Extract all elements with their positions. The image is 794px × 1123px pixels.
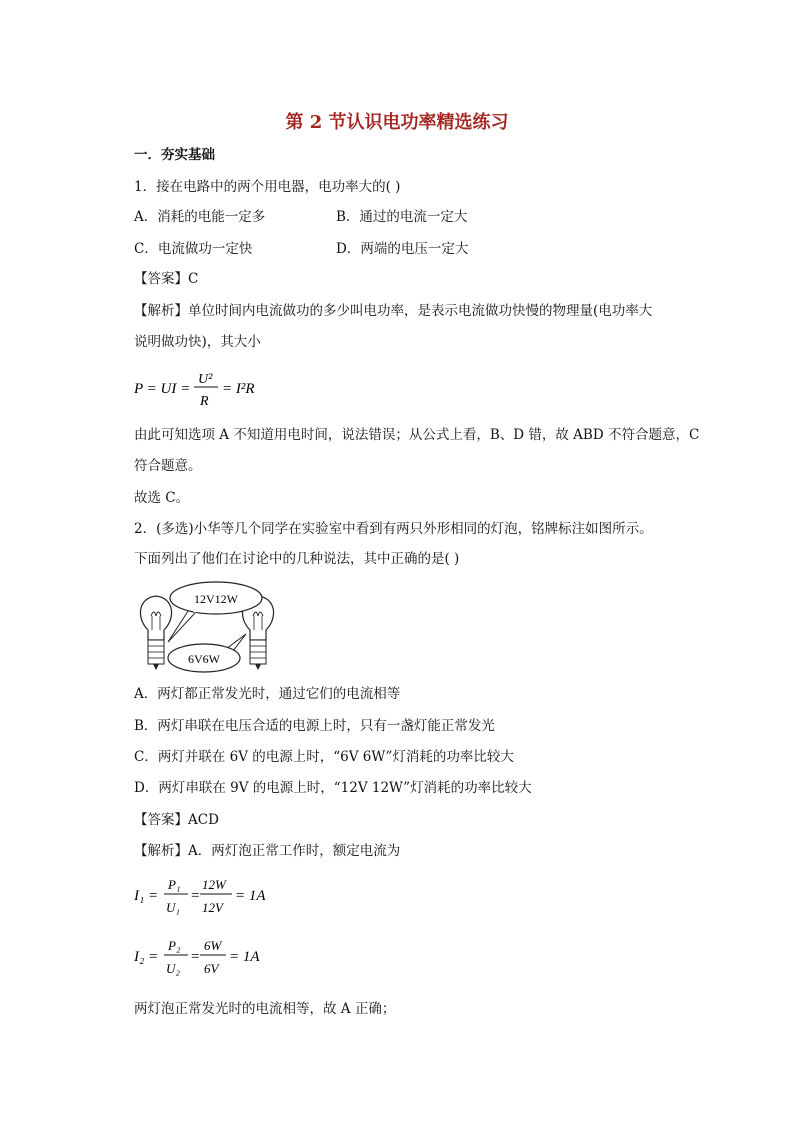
q2-option-a: A．两灯都正常发光时，通过它们的电流相等 [134, 686, 401, 702]
power-formula-rhs: = I²R [222, 381, 255, 397]
q1-stem: 1．接在电路中的两个用电器，电功率大的( ) [134, 179, 401, 195]
page-title: 第 2 节认识电功率精选练习 [285, 112, 509, 133]
q2-answer: 【答案】ACD [134, 812, 219, 828]
q2-option-d: D．两灯串联在 9V 的电源上时，“12V 12W”灯消耗的功率比较大 [134, 780, 532, 796]
q1-analysis-line2: 说明做功快)，其大小 [134, 334, 261, 350]
q2-stem-line1: 2．(多选)小华等几个同学在实验室中看到有两只外形相同的灯泡，铭牌标注如图所示。 [134, 521, 653, 537]
i2-denominator: U₂ [166, 961, 180, 976]
q1-conclusion-line2: 符合题意。 [134, 458, 202, 474]
q2-option-b: B．两灯串联在电压合适的电源上时，只有一盏灯能正常发光 [134, 718, 495, 734]
i1-equals: = [191, 888, 200, 904]
current-formula-2 [130, 933, 290, 979]
q1-option-d: D．两端的电压一定大 [336, 241, 469, 257]
section-heading: 一．夯实基础 [134, 147, 215, 163]
q2-last-line: 两灯泡正常发光时的电流相等，故 A 正确； [134, 1001, 396, 1017]
i1-denominator: U₁ [166, 900, 180, 915]
left-bulb [140, 596, 171, 670]
q1-answer: 【答案】C [134, 271, 199, 287]
q1-option-b: B．通过的电流一定大 [336, 209, 468, 225]
q1-option-c: C．电流做功一定快 [134, 241, 253, 257]
label-callout-bottom [168, 634, 246, 672]
i1-lhs: I₁ = [134, 888, 159, 904]
q1-conclusion-line1: 由此可知选项 A 不知道用电时间，说法错误；从公式上看，B、D 错，故 ABD 不符合题意，C [134, 427, 700, 443]
i1-numerator-value: 12W [202, 877, 226, 892]
i2-result: = 1A [229, 949, 260, 965]
i1-result: = 1A [235, 888, 266, 904]
power-formula-numerator: U² [198, 372, 213, 387]
power-formula-denominator: R [200, 394, 209, 409]
q1-choice: 故选 C。 [134, 490, 190, 506]
i2-denominator-value: 6V [204, 961, 219, 976]
current-formula-1 [130, 872, 290, 918]
bulb-figure [134, 578, 284, 674]
q2-stem-line2: 下面列出了他们在讨论中的几种说法，其中正确的是( ) [134, 551, 460, 567]
q1-option-a: A．消耗的电能一定多 [134, 209, 266, 225]
q1-analysis-line1: 【解析】单位时间内电流做功的多少叫电功率，是表示电流做功快慢的物理量(电功率大 [134, 303, 653, 319]
i1-denominator-value: 12V [202, 900, 223, 915]
i2-lhs: I₂ = [134, 949, 159, 965]
power-formula [130, 365, 290, 411]
label-12v12w: 12V12W [194, 592, 238, 606]
label-6v6w: 6V6W [188, 652, 220, 666]
i1-numerator: P₁ [168, 877, 181, 892]
power-formula-lhs: P = UI = [134, 381, 191, 397]
q2-option-c: C．两灯并联在 6V 的电源上时，“6V 6W”灯消耗的功率比较大 [134, 749, 514, 765]
i2-numerator: P₂ [168, 938, 181, 953]
i2-equals: = [191, 949, 200, 965]
q2-analysis: 【解析】A．两灯泡正常工作时，额定电流为 [134, 843, 401, 859]
i2-numerator-value: 6W [204, 938, 222, 953]
